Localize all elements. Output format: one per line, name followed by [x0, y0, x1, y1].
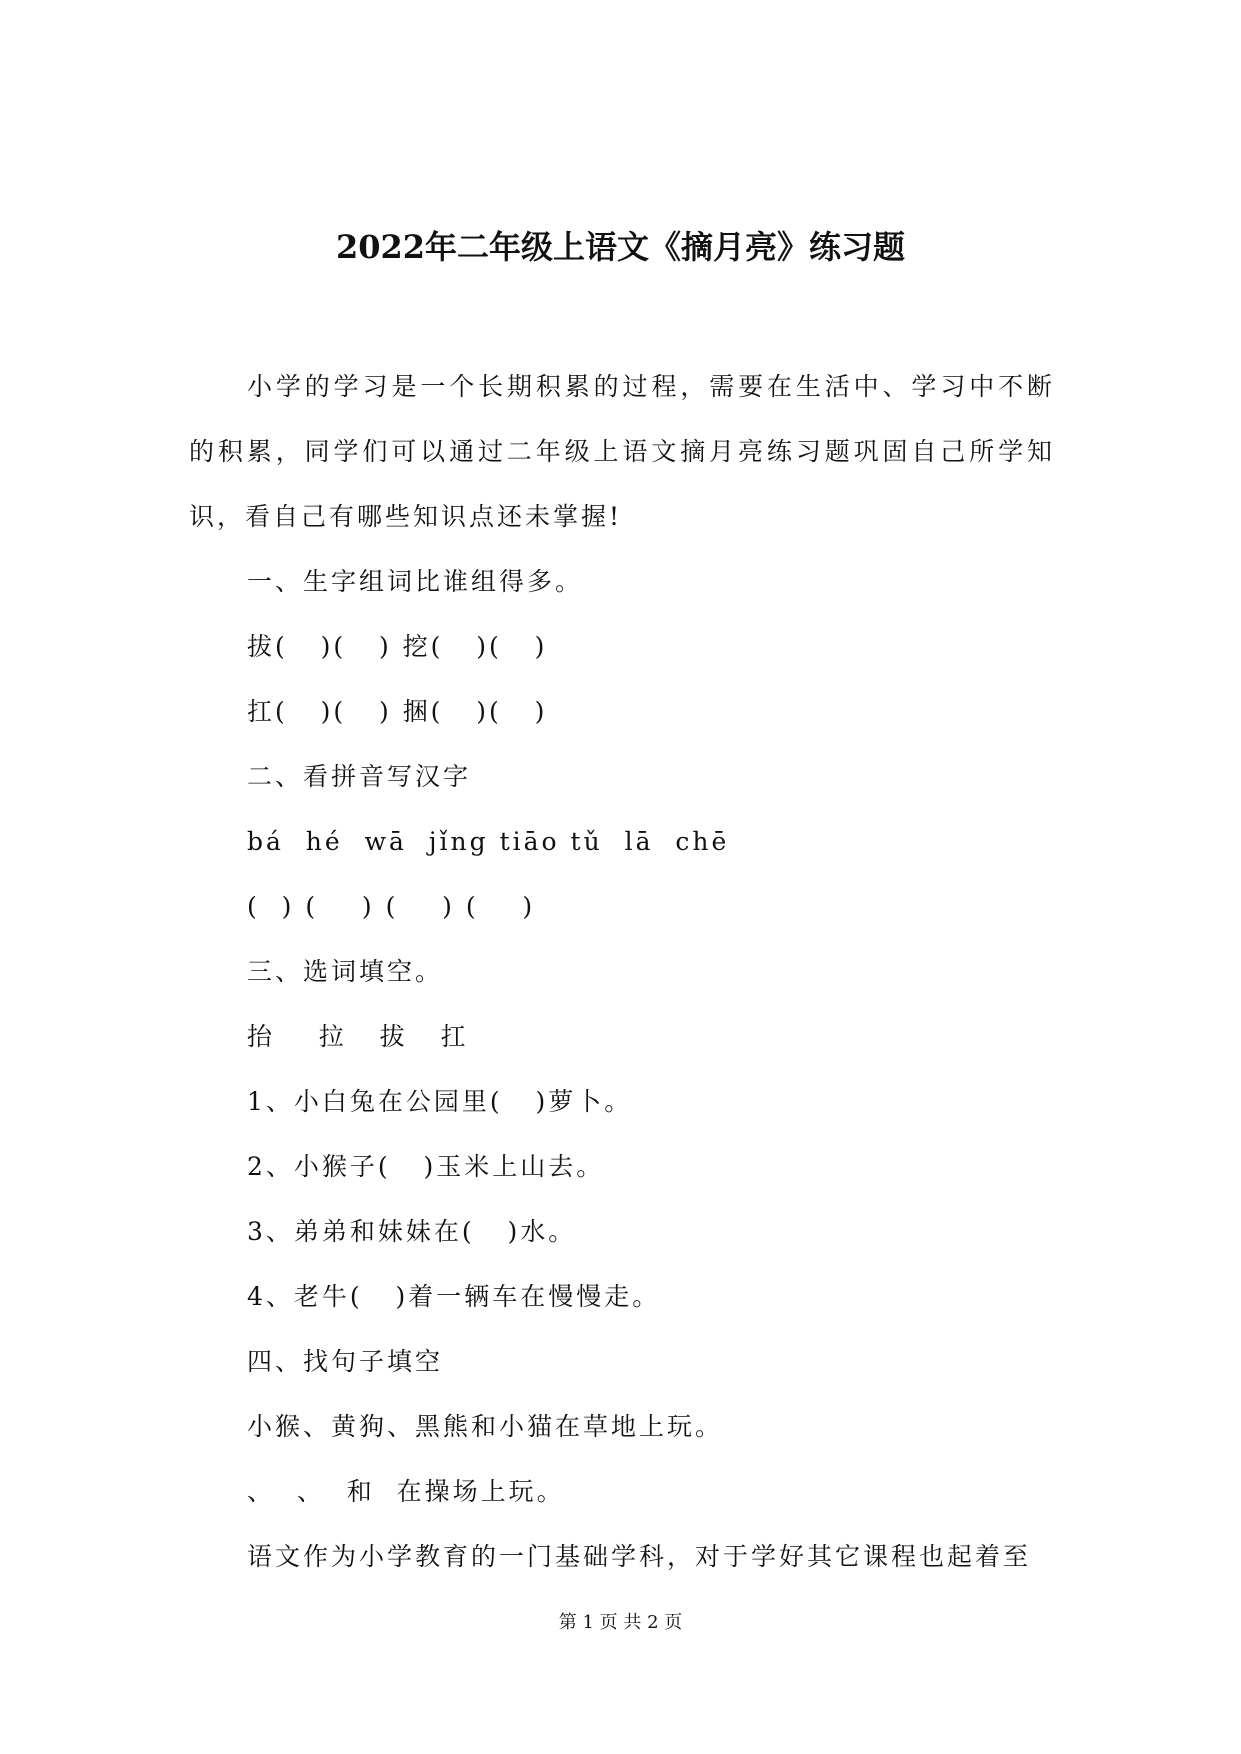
section3-heading: 三、选词填空。	[247, 957, 444, 986]
section1-row2: 扛( )( ) 捆( )( )	[247, 697, 548, 726]
closing-paragraph: 语文作为小学教育的一门基础学科，对于学好其它课程也起着至	[247, 1542, 1032, 1571]
intro-paragraph: 小学的学习是一个长期积累的过程，需要在生活中、学习中不断的积累，同学们可以通过二年级上语文摘月亮练习题巩固自己所学知识，看自己有哪些知识点还未掌握!	[189, 372, 1055, 531]
document-title: 2022年二年级上语文《摘月亮》练习题	[335, 228, 906, 266]
section1-row1: 拔( )( ) 挖( )( )	[247, 632, 548, 661]
section2-pinyin: bá hé wā jǐng tiāo tǔ lā chē	[247, 827, 730, 856]
section3-item-4: 4、老牛( )着一辆车在慢慢走。	[247, 1282, 661, 1311]
section3-item-3: 3、弟弟和妹妹在( )水。	[247, 1217, 577, 1246]
section4-heading: 四、找句子填空	[247, 1347, 444, 1376]
document-body	[189, 354, 1055, 1589]
section2-blanks: ( ) ( ) ( ) ( )	[247, 892, 536, 921]
page-number-footer: 第 1 页 共 2 页	[558, 1612, 683, 1633]
section3-item-1: 1、小白兔在公园里( )萝卜。	[247, 1087, 633, 1116]
section4-example: 小猴、黄狗、黑熊和小猫在草地上玩。	[247, 1412, 724, 1441]
section4-blank: 、 、 和 在操场上玩。	[247, 1477, 565, 1506]
section2-heading: 二、看拼音写汉字	[247, 762, 472, 791]
section3-options: 抬 拉 拔 扛	[247, 1022, 469, 1051]
section3-item-2: 2、小猴子( )玉米上山去。	[247, 1152, 605, 1181]
section1-heading: 一、生字组词比谁组得多。	[247, 567, 584, 596]
